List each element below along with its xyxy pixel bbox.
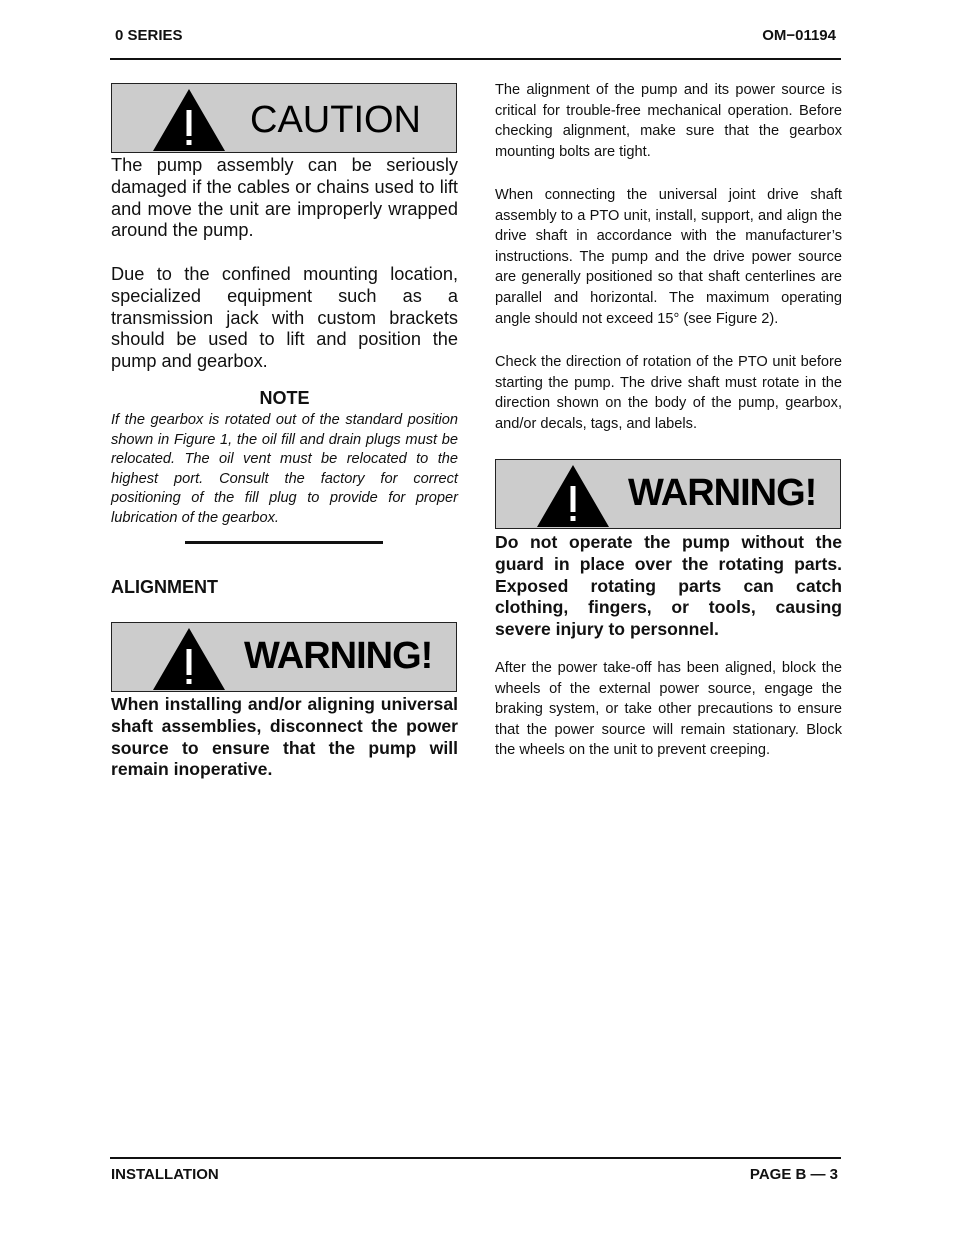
warning-text-right: Do not operate the pump without the guard in place over the rotating parts. Exposed rotating parts can catch clothing, fingers, or tools, causing severe injury to personnel. bbox=[495, 532, 842, 640]
warning-triangle-icon bbox=[152, 88, 226, 152]
warning-triangle-icon bbox=[536, 464, 610, 528]
footer-rule bbox=[110, 1157, 841, 1159]
block-wheels-paragraph: After the power take-off has been aligned, block the wheels of the external power source, engage the braking system, or take other precautions to ensure that the power source will remain stationary. Block the wheels on the unit to prevent creeping. bbox=[495, 660, 842, 759]
footer-page-number: PAGE B — 3 bbox=[749, 1166, 838, 1183]
header-doc-number: OM−01194 bbox=[762, 27, 836, 44]
alignment-paragraph: The alignment of the pump and its power source is critical for trouble-free mechanical operation. Before checking alignment, make sure that the gearbox mounting bolts are tight. bbox=[495, 82, 842, 160]
note-heading: NOTE bbox=[259, 388, 310, 408]
lifting-paragraph: The pump assembly can be seriously damaged if the cables or chains used to lift and move the unit are improperly wrapped around the pump. bbox=[111, 155, 458, 241]
warning-sign-right bbox=[495, 459, 841, 529]
caution-sign bbox=[111, 83, 457, 153]
warning-sign-word: WARNING! bbox=[628, 472, 817, 514]
section-heading-alignment: ALIGNMENT bbox=[111, 577, 218, 597]
warning-text-left: When installing and/or aligning universal shaft assemblies, disconnect the power source to ensure that the pump will remain inoperative. bbox=[111, 694, 458, 780]
warning-sign-left bbox=[111, 622, 457, 692]
warning-sign-word: WARNING! bbox=[244, 635, 433, 677]
rotation-paragraph: Check the direction of rotation of the PTO unit before starting the pump. The drive shaft must rotate in the direction shown on the body of the pump, gearbox, and/or decals, tags, and labels. bbox=[495, 354, 842, 432]
warning-triangle-icon bbox=[152, 627, 226, 691]
mounting-paragraph: Due to the confined mounting location, specialized equipment such as a transmission jack with custom brackets should be used to lift and position the pump and gearbox. bbox=[111, 264, 458, 372]
drive-shaft-paragraph: When connecting the universal joint drive shaft assembly to a PTO unit, install, support, and align the drive shaft in accordance with the manufacturer’s instructions. The pump and the drive power source are generally positioned so that shaft centerlines are parallel and horizontal. The maximum operating angle should not exceed 15° (see Figure 2). bbox=[495, 187, 842, 327]
header-rule bbox=[110, 58, 841, 60]
caution-sign-word: CAUTION bbox=[250, 99, 421, 141]
footer-section: INSTALLATION bbox=[111, 1166, 219, 1183]
note-text: If the gearbox is rotated out of the standard position shown in Figure 1, the oil fill and drain plugs must be relocated. The oil vent must be relocated to the highest port. Consult the factory for correct positioning of the fill plug to provide for proper lubrication of the gearbox. bbox=[111, 412, 458, 526]
header-series: 0 SERIES bbox=[115, 27, 183, 44]
section-divider bbox=[185, 541, 383, 544]
